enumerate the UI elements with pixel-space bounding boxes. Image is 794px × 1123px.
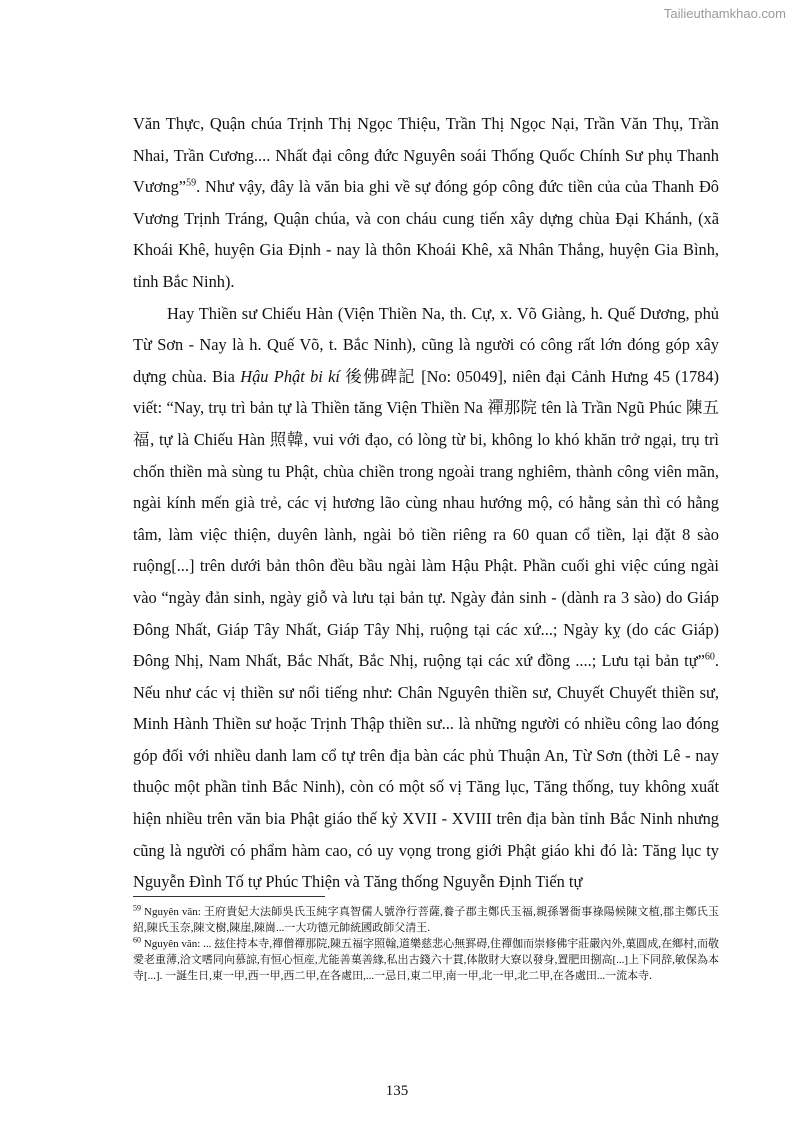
footnote-text: Nguyên văn: 王府貴妃大法師吳氏玉純字真智儒人號浄行菩薩,養子郡主鄭氏玉福,親孫署衙事祿陽候陳文植,郡主鄭氏玉紹,陳氏玉奈,陳文樹,陳崖,陳崗...一大功德元帥統國政師父清王. — [133, 906, 719, 934]
page-number: 135 — [385, 1083, 409, 1099]
footnote-number: 59 — [133, 903, 141, 913]
footnote-separator — [133, 896, 325, 897]
footnote-number: 60 — [133, 935, 141, 945]
paragraph-2-text-c: . Nếu như các vị thiền sư nổi tiếng như: Chân Nguyên thiền sư, Chuyết Chuyết thiền sư, Minh Hành Thiền sư hoặc Trịnh Thập thiền sư... là những người có nhiều công lao đóng góp đối với nhiều danh lam cổ tự trên địa bàn các phủ Thuận An, Từ Sơn (thời Lê - nay thuộc một phần tỉnh Bắc Ninh), còn có một số vị Tăng lục, Tăng thống, tuy không xuất hiện nhiều trên văn bia Phật giáo thế kỷ XVII - XVIII trên địa bàn tỉnh Bắc Ninh nhưng cũng là người có phẩm hàm cao, có uy vọng trong giới Phật giáo khi đó là: Tăng lục ty Nguyễn Đình Tố tự Phúc Thiện và Tăng thống Nguyễn Định Tiến tự — [133, 651, 719, 892]
paragraph-2 — [133, 298, 719, 898]
footnote-text: Nguyên văn: ... 玆住持本寺,禪僧禪那院,陳五福字照翰,道樂慈悲心無罫碍,住禪伽而崇修佛宇莊嚴內外,菓圓成,在鄉村,而敬愛老重薄,洽文嗜同向慕諒,有恒心恒産,尤能善菓善緣,私出古錢六十貫,体散財大寮以發身,置肥田捌高[...]上下同辞,敏保為本寺[...]. 一誕生日,東一甲,西一甲,西二甲,在各處田,...一忌日,東二甲,南一甲,北一甲,北二甲,在各處田...一流本寺. — [133, 938, 719, 982]
footnote-ref-59[interactable]: 59 — [186, 177, 197, 189]
stele-title: Hậu Phật bi kí — [240, 366, 340, 386]
footnotes — [133, 904, 719, 984]
footnote-59 — [133, 904, 719, 936]
paragraph-1 — [133, 108, 719, 298]
body-text — [133, 108, 719, 898]
paragraph-1-text-b: . Như vậy, đây là văn bia ghi về sự đóng góp công đức tiền của của Thanh Đô Vương Trịnh Tráng, Quận chúa, và con cháu cung tiến xây dựng chùa Đại Khánh, (xã Khoái Khê, huyện Gia Định - nay là thôn Khoái Khê, xã Nhân Thắng, huyện Gia Bình, tỉnh Bắc Ninh). — [133, 177, 719, 291]
paragraph-2-text-a: Hay Thiền sư Chiếu Hàn (Viện Thiền Na, th. Cự, x. Võ Giàng, h. Quế Dương, phủ Từ Sơn - Nay là h. Quế Võ, t. Bắc Ninh), cũng là người có công rất lớn đóng góp xây dựng chùa. Bia — [133, 303, 719, 386]
footnote-60 — [133, 936, 719, 984]
footnote-ref-60[interactable]: 60 — [704, 651, 715, 663]
paragraph-1-text-a: Văn Thực, Quận chúa Trịnh Thị Ngọc Thiệu, Trần Thị Ngọc Nại, Trần Văn Thụ, Trần Nhai, Trần Cương.... Nhất đại công đức Nguyên soái Thống Quốc Chính Sư phụ Thanh Vương” — [133, 114, 719, 197]
paragraph-2-text-b: 後佛碑記 [No: 05049], niên đại Cảnh Hưng 45 (1784) viết: “Nay, trụ trì bản tự là Thiền tăng Viện Thiền Na 禪那院 tên là Trần Ngũ Phúc 陳五福, tự là Chiếu Hàn 照韓, vui với đạo, có lòng từ bi, không lo khó khăn trở ngại, trụ trì chốn thiền mà sùng tu Phật, chùa chiền trong ngoài trang nghiêm, thành công viên mãn, ngài kính mến già trẻ, các vị hương lão cùng nhau hướng mộ, có hằng sản thì có hằng tâm, làm việc thiện, duyên lành, ngài bỏ tiền riêng ra 60 quan cổ tiền, lại đặt 8 sào ruộng[...] trên dưới bản thôn đều bầu ngài làm Hậu Phật. Phần cuối ghi việc cúng ngài vào “ngày đản sinh, ngày giỗ và lưu tại bản tự. Ngày đản sinh - (dành ra 3 sào) do Giáp Đông Nhất, Giáp Tây Nhất, Giáp Tây Nhị, ruộng tại các xứ...; Ngày kỵ (do các Giáp) Đông Nhị, Nam Nhất, Bắc Nhất, Bắc Nhị, ruộng tại các xứ đồng ....; Lưu tại bản tự” — [133, 366, 720, 671]
watermark: Tailieuthamkhao.com — [663, 6, 786, 21]
